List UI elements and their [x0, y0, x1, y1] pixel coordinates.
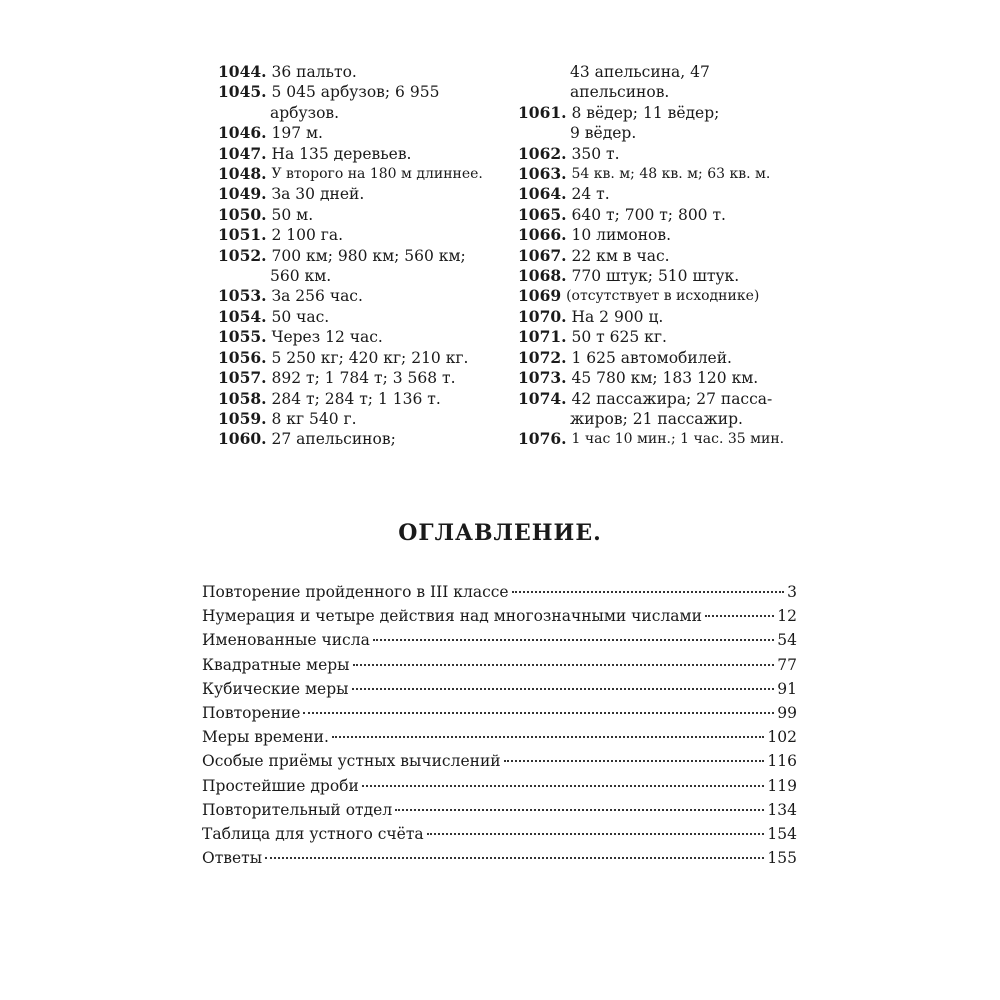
answer-text: У второго на 180 м длиннее. [271, 166, 483, 183]
answer-item [218, 307, 500, 327]
answer-text: 197 м. [271, 124, 323, 143]
answer-number: 1053. [218, 286, 267, 306]
toc-dot-leader [373, 639, 774, 641]
answer-item [518, 307, 808, 327]
answer-text: На 135 деревьев. [271, 144, 412, 163]
answer-continuation: арбузов. [270, 103, 340, 122]
answer-item [218, 389, 500, 409]
toc-entry-title: Повторение пройденного в III классе [202, 583, 509, 601]
answer-text: 5 250 кг; 420 кг; 210 кг. [271, 348, 469, 367]
answer-item [518, 286, 808, 306]
answer-continuation: жиров; 21 пассажир. [570, 409, 743, 428]
answer-item [218, 62, 500, 82]
answer-item [218, 225, 500, 245]
answer-item [218, 144, 500, 164]
toc-entry-page: 3 [787, 583, 797, 601]
answer-number: 1054. [218, 306, 267, 326]
answer-item [518, 429, 808, 449]
toc-entry-title: Кубические меры [202, 679, 349, 698]
toc-entry[interactable] [202, 728, 797, 752]
answer-item [218, 205, 500, 225]
answer-number: 1068. [518, 266, 567, 286]
answer-number: 1051. [218, 225, 267, 245]
answer-item [518, 184, 808, 204]
toc-entry[interactable] [202, 631, 797, 655]
answer-number: 1060. [218, 429, 267, 449]
answer-number: 1059. [218, 408, 267, 428]
answer-number: 1047. [218, 143, 267, 163]
toc-entry-title: Квадратные меры [202, 655, 350, 674]
toc-entry-page: 134 [767, 800, 797, 819]
toc-entry[interactable] [202, 607, 797, 631]
answer-text: 36 пальто. [271, 63, 357, 81]
answer-text: На 2 900 ц. [571, 307, 664, 326]
answer-number: 1063. [518, 164, 567, 184]
answer-number: 1072. [518, 347, 567, 367]
answer-item [218, 429, 500, 449]
toc-entry-page: 116 [767, 752, 797, 771]
answer-number: 1058. [218, 388, 267, 408]
answer-item [218, 368, 500, 388]
toc-dot-leader [504, 760, 765, 762]
toc-dot-leader [395, 809, 764, 811]
answer-item [218, 409, 500, 429]
answers-column-right [518, 62, 808, 450]
toc-entry-title: Повторительный отдел [202, 800, 393, 819]
answer-number: 1076. [518, 429, 567, 449]
toc-dot-leader [512, 591, 785, 593]
answer-text: 8 кг 540 г. [271, 409, 357, 428]
answer-number: 1046. [218, 123, 267, 143]
answer-number: 1044. [218, 62, 267, 81]
answer-number: 1048. [218, 164, 267, 184]
answer-continuation: 560 км. [270, 267, 332, 286]
toc-entry-title: Таблица для устного счёта [202, 824, 424, 843]
answer-number: 1067. [518, 245, 567, 265]
answers-column-left [218, 62, 500, 450]
answer-item [518, 225, 808, 245]
answers-section [218, 62, 808, 450]
answer-number: 1070. [518, 306, 567, 326]
answer-number: 1056. [218, 347, 267, 367]
answer-text: 350 т. [571, 144, 620, 163]
toc-entry[interactable] [202, 801, 797, 825]
answer-text: 54 кв. м; 48 кв. м; 63 кв. м. [571, 166, 771, 183]
toc-entry-page: 154 [767, 824, 797, 843]
toc-dot-leader [352, 688, 775, 690]
answer-text: 770 штук; 510 штук. [571, 267, 740, 286]
answer-text: 1 625 автомобилей. [571, 348, 732, 367]
answer-item [518, 368, 808, 388]
toc-entry-title: Именованные числа [202, 631, 370, 650]
answer-number: 1074. [518, 388, 567, 408]
toc-entry-title: Особые приёмы устных вычислений [202, 752, 501, 771]
answer-number: 1052. [218, 245, 267, 265]
answer-text: 45 780 км; 183 120 км. [571, 369, 759, 388]
toc-entry[interactable] [202, 825, 797, 849]
answer-item [218, 327, 500, 347]
toc-dot-leader [353, 664, 775, 666]
answer-item [518, 205, 808, 225]
answer-text: 22 км в час. [571, 246, 670, 265]
contents-heading: ОГЛАВЛЕНИЕ. [398, 520, 602, 546]
toc-entry-page: 77 [777, 655, 797, 674]
answer-item [218, 184, 500, 204]
answer-number: 1049. [218, 184, 267, 204]
toc-entry[interactable] [202, 583, 797, 607]
answer-item [518, 327, 808, 347]
answer-number: 1061. [518, 102, 567, 122]
toc-dot-leader [265, 857, 764, 859]
answer-text: 10 лимонов. [571, 226, 672, 245]
answer-number: 1066. [518, 225, 567, 245]
toc-entry-title: Нумерация и четыре действия над многозначными числами [202, 607, 702, 626]
answer-number: 1071. [518, 327, 567, 347]
answer-number: 1073. [518, 368, 567, 388]
toc-entry-title: Простейшие дроби [202, 776, 359, 795]
answer-number: 1045. [218, 82, 267, 102]
toc-dot-leader [705, 615, 774, 617]
toc-dot-leader [362, 785, 765, 787]
toc-dot-leader [332, 736, 765, 738]
answer-text: 640 т; 700 т; 800 т. [571, 205, 726, 224]
answer-item [218, 246, 500, 266]
toc-entry[interactable] [202, 680, 797, 704]
answer-text: 8 вёдер; 11 вёдер; [571, 103, 720, 122]
answer-text: 50 час. [271, 307, 330, 326]
toc-entry-title: Меры времени. [202, 728, 329, 747]
answer-number: 1055. [218, 327, 267, 347]
answer-item [218, 82, 500, 102]
answer-item [518, 103, 808, 123]
toc-entry[interactable] [202, 704, 797, 728]
answer-text: 50 т 625 кг. [571, 328, 667, 347]
answer-item [218, 123, 500, 143]
answer-text: 50 м. [271, 205, 314, 224]
answer-number: 1069 [518, 286, 562, 306]
answer-item [518, 246, 808, 266]
answer-text: 42 пассажира; 27 пасса- [571, 389, 773, 408]
toc-entry-page: 155 [767, 849, 797, 868]
toc-entry[interactable] [202, 777, 797, 801]
toc-entry[interactable] [202, 656, 797, 680]
answer-item [518, 144, 808, 164]
answer-continuation: 9 вёдер. [570, 124, 637, 143]
answer-text: 2 100 га. [271, 226, 344, 245]
answer-number: 1065. [518, 204, 567, 224]
toc-entry-page: 54 [777, 631, 797, 650]
toc-entry[interactable] [202, 849, 797, 873]
answer-item [218, 286, 500, 306]
toc-dot-leader [303, 712, 774, 714]
answer-number: 1057. [218, 368, 267, 388]
answer-item [518, 164, 808, 184]
answer-item [518, 266, 808, 286]
answer-continuation: 43 апельсина, 47 апельсинов. [570, 63, 710, 102]
toc-entry-page: 91 [777, 679, 797, 698]
toc-dot-leader [427, 833, 765, 835]
answer-text: 5 045 арбузов; 6 955 [271, 83, 440, 102]
toc-entry[interactable] [202, 752, 797, 776]
answer-item [218, 164, 500, 184]
toc-entry-page: 99 [777, 703, 797, 722]
answer-number: 1064. [518, 184, 567, 204]
toc-entry-title: Повторение [202, 703, 301, 722]
table-of-contents [202, 583, 797, 873]
answer-text: 284 т; 284 т; 1 136 т. [271, 389, 441, 408]
answer-item [518, 348, 808, 368]
answer-text: 700 км; 980 км; 560 км; [271, 246, 466, 265]
answer-text: За 256 час. [271, 287, 363, 306]
answer-text: 24 т. [571, 185, 610, 204]
answer-text: 27 апельсинов; [271, 430, 396, 449]
answer-item [218, 348, 500, 368]
answer-text: (отсутствует в исходнике) [566, 288, 760, 305]
answer-text: Через 12 час. [271, 328, 383, 347]
answer-number: 1062. [518, 143, 567, 163]
answer-number: 1050. [218, 204, 267, 224]
toc-entry-page: 119 [767, 776, 797, 795]
toc-entry-page: 102 [767, 728, 797, 747]
answer-text: 1 час 10 мин.; 1 час. 35 мин. [571, 431, 785, 448]
toc-entry-page: 12 [777, 607, 797, 626]
answer-text: За 30 дней. [271, 185, 365, 204]
toc-entry-title: Ответы [202, 849, 263, 868]
answer-text: 892 т; 1 784 т; 3 568 т. [271, 369, 456, 388]
answer-item [518, 389, 808, 409]
